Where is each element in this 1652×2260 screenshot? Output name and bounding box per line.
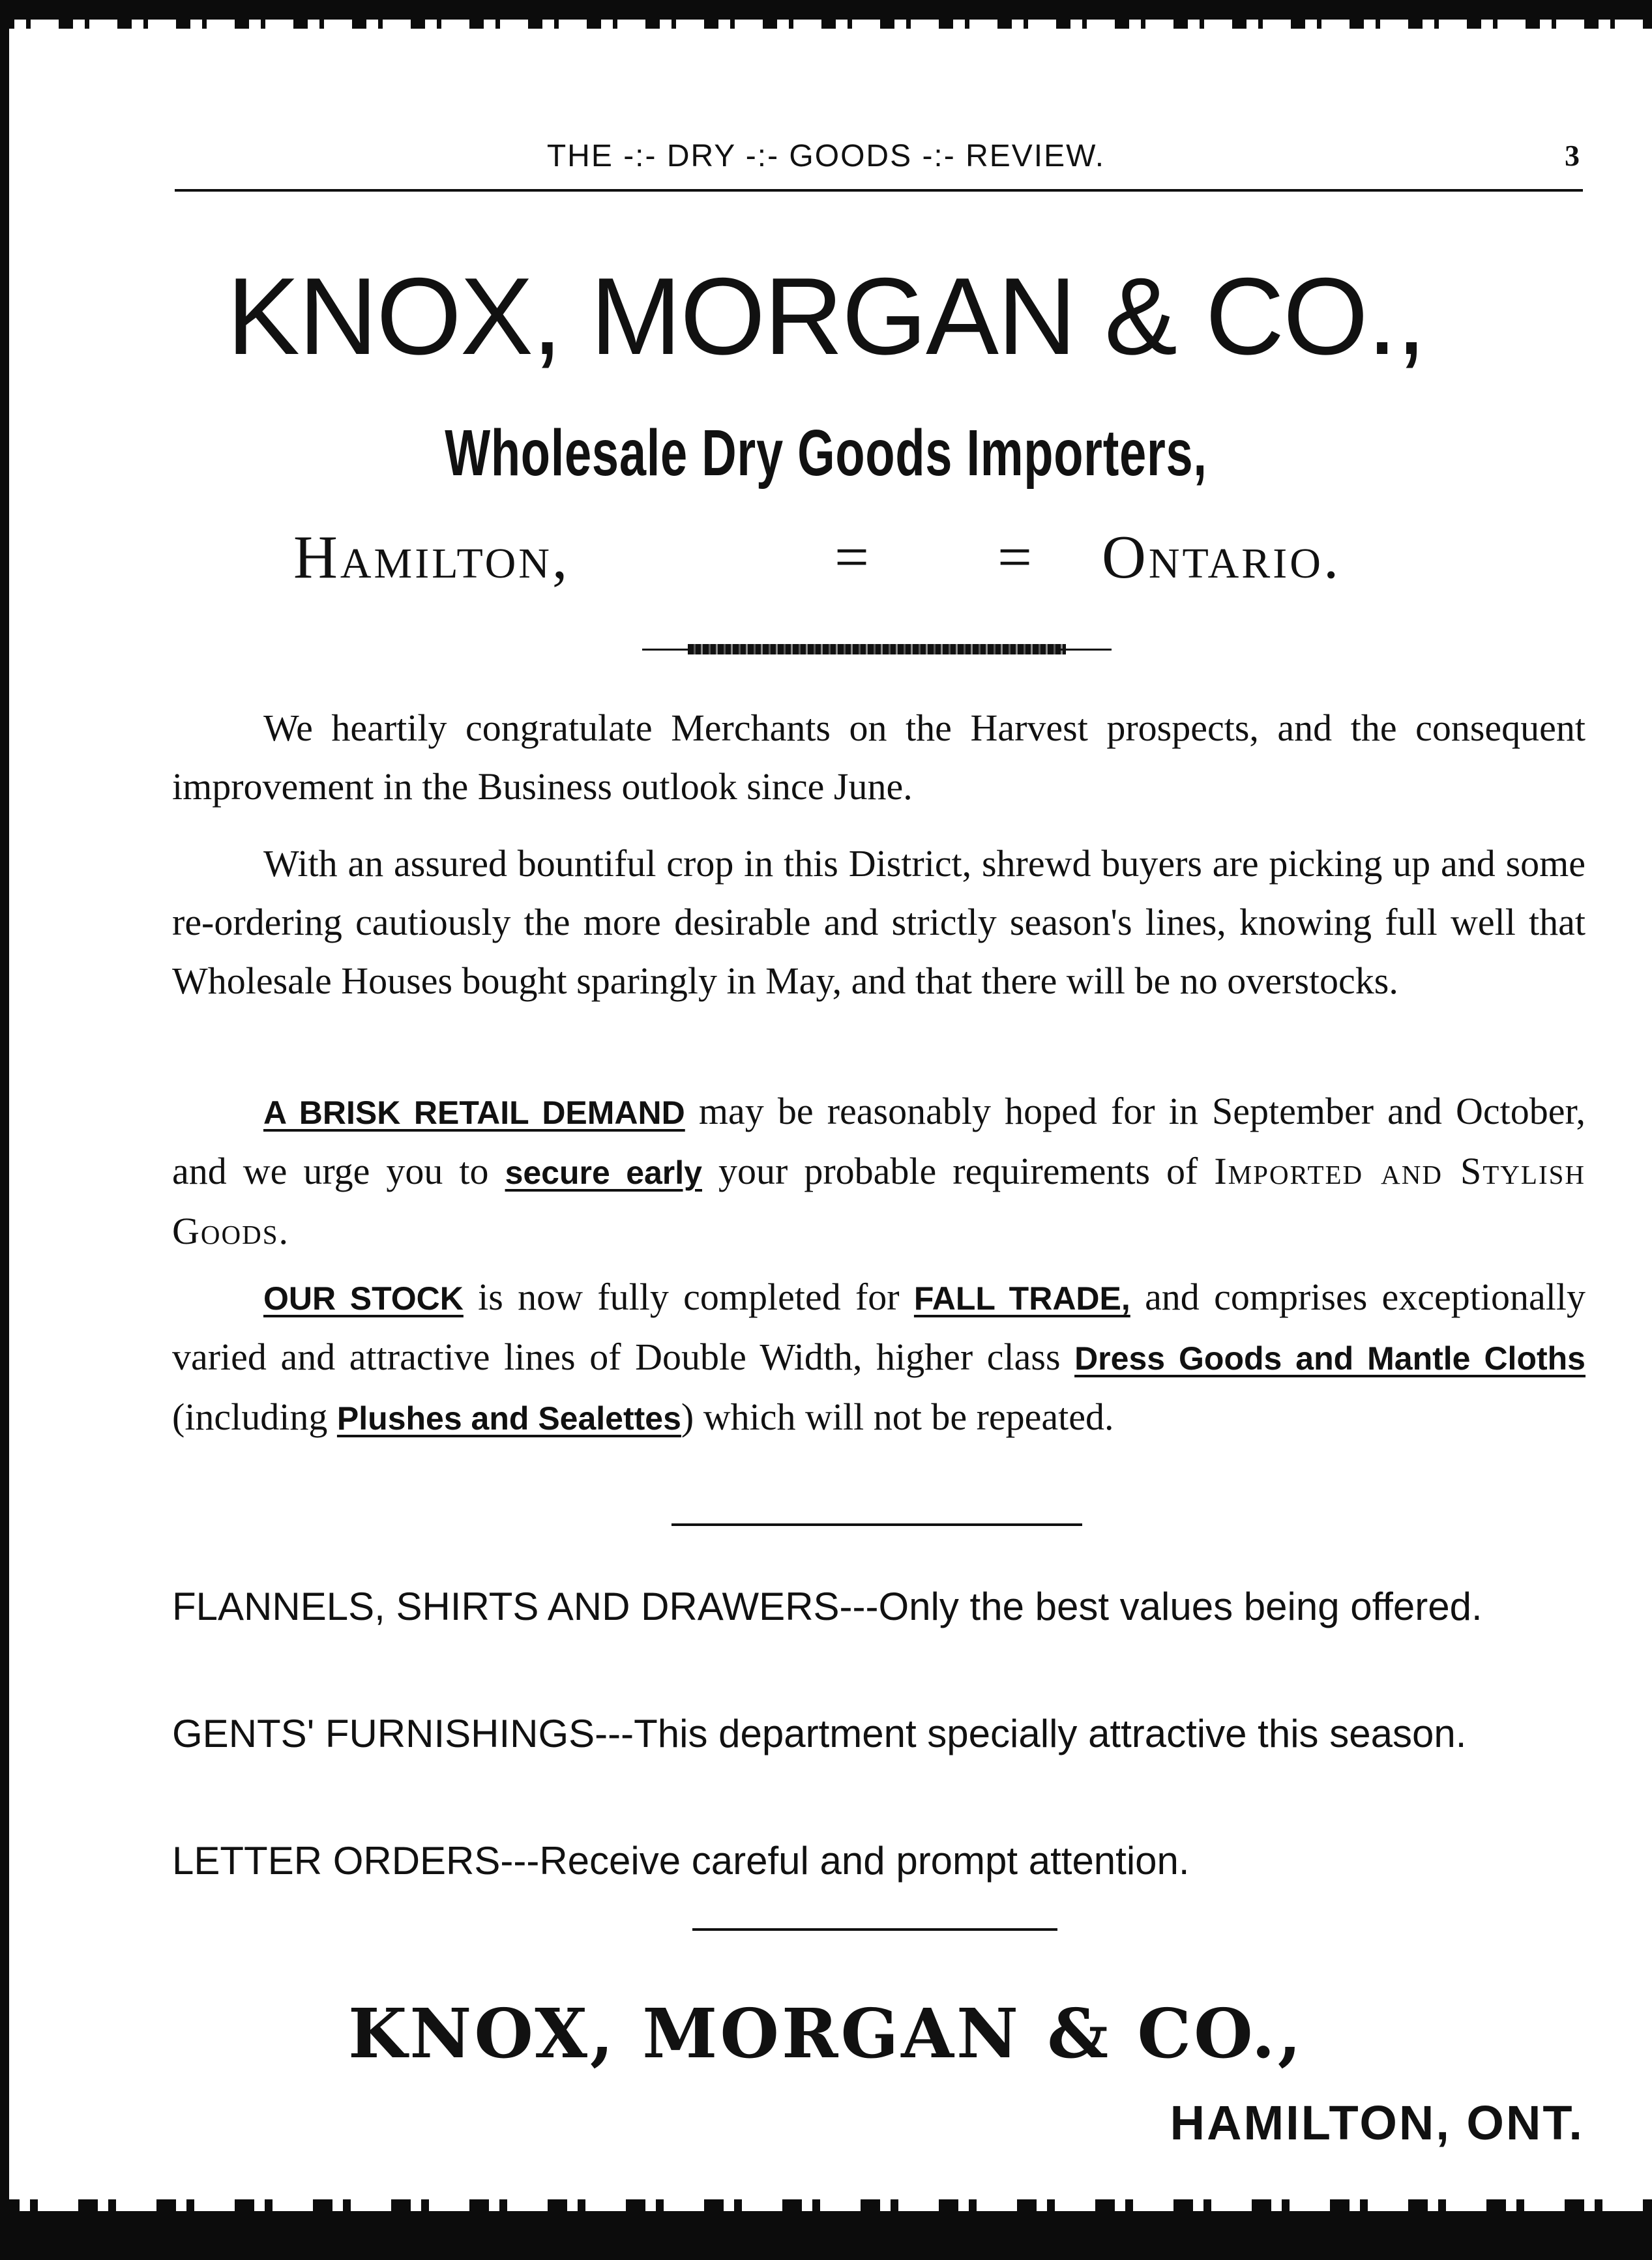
running-head: THE -:- DRY -:- GOODS -:- REVIEW.: [546, 139, 1106, 173]
emphasis-our-stock: OUR STOCK: [263, 1280, 464, 1317]
scan-border-top-edge: [0, 20, 1652, 29]
firm-description: Wholesale Dry Goods Importers,: [445, 417, 1207, 490]
paragraph-retail-demand: [172, 1082, 1586, 1261]
emphasis-plushes: Plushes and Sealettes: [336, 1400, 681, 1437]
page-number: 3: [1565, 139, 1580, 172]
department-item: FLANNELS, SHIRTS AND DRAWERS---Only the best values being offered.: [172, 1585, 1482, 1628]
paragraph-harvest: We heartily congratulate Merchants on the Harvest prospects, and the consequent improvement in the Business outlook since June.: [172, 707, 1586, 808]
section-rule: [671, 1523, 1082, 1526]
emphasis-brisk-retail-demand: A BRISK RETAIL DEMAND: [263, 1094, 685, 1131]
scan-border-bottom-edge: [0, 2199, 1652, 2211]
firm-name-heading: KNOX, MORGAN & CO.,: [226, 255, 1426, 377]
ornamental-rule: [642, 644, 1112, 654]
paragraph-crop: With an assured bountiful crop in this District, shrewd buyers are picking up and some re-ordering cautiously the more desirable and strictly season's lines, knowing full well that Wholesale Houses bought sparingly in May, and that there will be no overstocks.: [172, 842, 1586, 1002]
paragraph-text: and comprises exceptionally varied and attractive lines of Double Width, higher class: [172, 1276, 1586, 1378]
header-rule: [175, 189, 1583, 192]
location-separator: =: [997, 523, 1035, 591]
location-province: Ontario.: [1102, 523, 1342, 591]
scan-border-top: [0, 0, 1652, 20]
paragraph-text: your probable requirements of: [701, 1150, 1215, 1192]
signature-city: HAMILTON, ONT.: [1170, 2096, 1584, 2150]
location-city: Hamilton,: [293, 523, 570, 591]
paragraph-text: may be reasonably hoped for in September and October, and we urge you to: [172, 1090, 1586, 1192]
emphasis-fall-trade: FALL TRADE,: [913, 1280, 1130, 1317]
department-item: LETTER ORDERS---Receive careful and prompt attention.: [172, 1839, 1190, 1883]
paragraph-text: ) which will not be repeated.: [681, 1396, 1114, 1438]
paragraph-text: is now fully completed for: [463, 1276, 914, 1318]
scan-border-bottom: [0, 2211, 1652, 2260]
paragraph-our-stock: [172, 1268, 1586, 1448]
section-rule: [692, 1928, 1057, 1931]
department-item: GENTS' FURNISHINGS---This department specially attractive this season.: [172, 1712, 1467, 1755]
smallcaps-imported-goods: Imported and Stylish Goods.: [172, 1150, 1586, 1252]
signature-firm-name: KNOX, MORGAN & CO.,: [347, 1993, 1305, 2074]
location-line: [293, 521, 1480, 600]
emphasis-dress-goods: Dress Goods and Mantle Cloths: [1074, 1340, 1586, 1377]
paragraph-text: (including: [172, 1396, 337, 1438]
emphasis-secure-early: secure early: [505, 1154, 702, 1191]
location-separator: =: [834, 523, 872, 591]
